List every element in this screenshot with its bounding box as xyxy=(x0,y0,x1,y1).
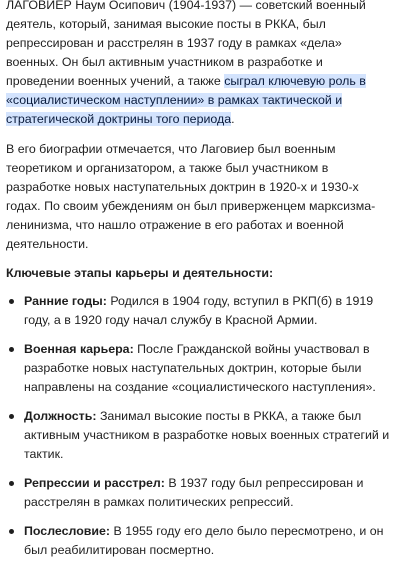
stage-term: Ранние годы: xyxy=(24,294,107,308)
career-stages-list xyxy=(6,292,394,560)
bullet-icon xyxy=(9,299,14,304)
bullet-icon xyxy=(9,529,14,534)
biography-paragraph: В его биографии отмечается, что Лаговиер был военным теоретиком и организатором, а также был участником в разработке новых наступательных доктрин в 1920-х и 1930-х годах. По своим убеждениям он был приверженцем марксизма-ленинизма, что нашло отражение в его работах и военной деятельности. xyxy=(6,142,376,251)
stage-text: После Гражданской войны участвовал в разработке новых наступательных доктрин, которые были направлены на создание «социалистического наступления». xyxy=(24,342,376,394)
stage-text: В 1955 году его дело было пересмотрено, и он был реабилитирован посмертно. xyxy=(24,524,384,557)
list-item xyxy=(6,407,394,464)
intro-highlighted-text[interactable]: сыграл ключевую роль в «социалистическом наступлении» в рамках тактической и стратегической доктрины того периода xyxy=(6,74,366,126)
stage-term: Должность: xyxy=(24,409,97,423)
stage-term: Послесловие: xyxy=(24,524,111,538)
bullet-icon xyxy=(9,481,14,486)
intro-text-before: ЛАГОВИЕР Наум Осипович (1904-1937) — советский военный деятель, который, занимая высокие посты в РККА, был репрессирован и расстрелян в 1937 году в рамках «дела» военных. Он был активным участником в разработке и проведении военных учений, а также xyxy=(6,0,366,88)
stage-term: Военная карьера: xyxy=(24,342,134,356)
list-item xyxy=(6,292,394,330)
stage-text: В 1937 году был репрессирован и расстрелян в рамках политических репрессий. xyxy=(24,476,364,509)
bullet-icon xyxy=(9,347,14,352)
stage-term: Репрессии и расстрел: xyxy=(24,476,165,490)
bullet-icon xyxy=(9,414,14,419)
section-title: Ключевые этапы карьеры и деятельности: xyxy=(6,266,274,280)
intro-paragraph xyxy=(6,0,394,129)
list-item xyxy=(6,474,394,512)
list-item xyxy=(6,522,394,560)
intro-text-after: . xyxy=(231,112,235,126)
list-item xyxy=(6,340,394,397)
stage-text: Родился в 1904 году, вступил в РКП(б) в 1919 году, а в 1920 году начал службу в Красной Армии. xyxy=(24,294,374,327)
stage-text: Занимал высокие посты в РККА, а также был активным участником в разработке новых военных стратегий и тактик. xyxy=(24,409,390,461)
